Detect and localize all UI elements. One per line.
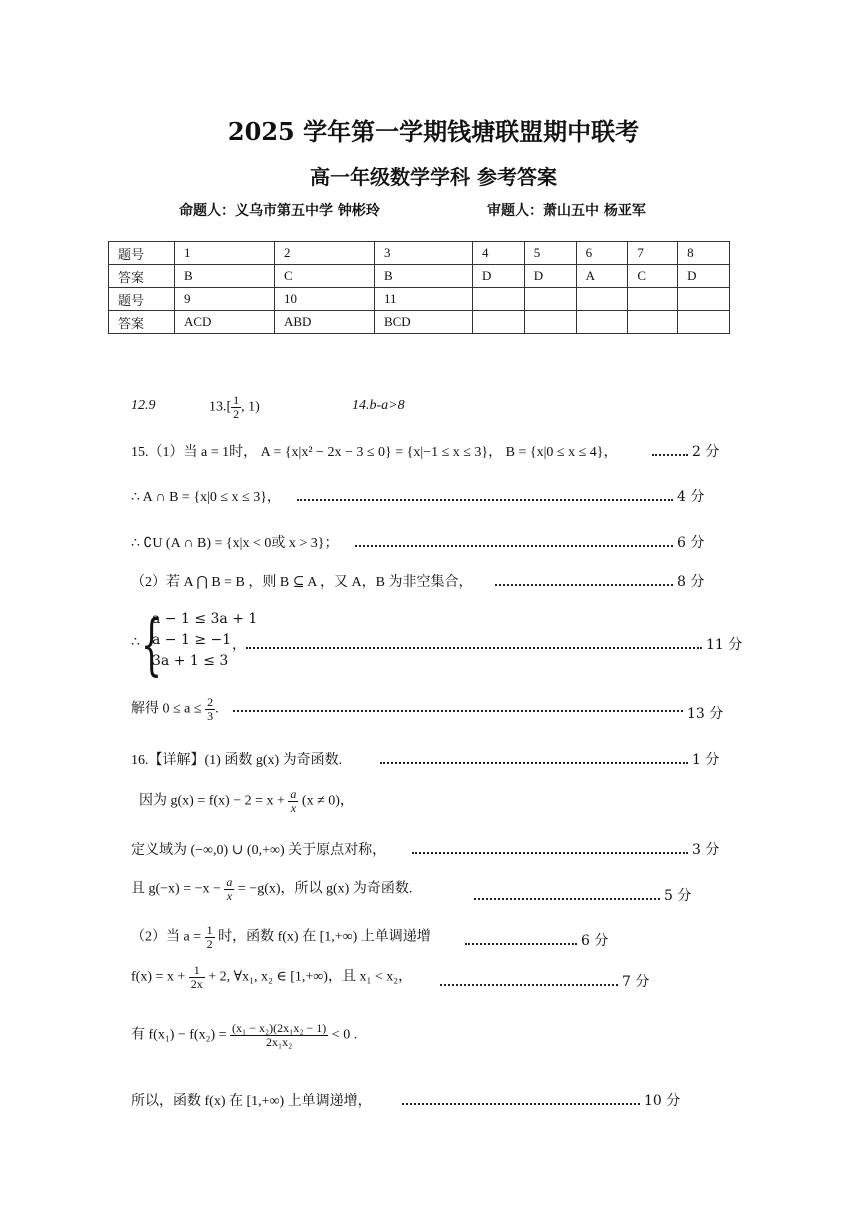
q16-score-4: 5 分	[664, 888, 692, 904]
answer-table-cell: 11	[374, 288, 472, 311]
leader-dots	[465, 943, 577, 945]
q16-line-4-num: a	[226, 875, 233, 889]
answer-table-row	[109, 242, 730, 265]
answer-table-cell: 6	[576, 242, 628, 265]
answer-table-cell: 1	[175, 242, 275, 265]
answer-table-cell: 9	[175, 288, 275, 311]
q15-line-1: 15.（1）当 a = 1时， A = {x|x² − 2x − 3 ≤ 0} = {x|−1 ≤ x ≤ 3}， B = {x|0 ≤ x ≤ 4}，	[131, 445, 618, 460]
q16-line-2-suffix: (x ≠ 0)，	[301, 793, 354, 809]
q16-line-2-num: a	[290, 787, 297, 801]
q13-fraction	[231, 394, 241, 421]
page-subtitle: 高一年级数学学科 参考答案	[310, 165, 557, 189]
answer-table-cell	[628, 311, 678, 334]
leader-dots	[297, 499, 673, 501]
q16-line-5	[131, 924, 431, 951]
q13-suffix: , 1)	[241, 399, 260, 415]
q16-line-5-num: 1	[206, 923, 213, 937]
answer-table-cell: ABD	[274, 311, 374, 334]
q16-line-4-suffix: = −g(x)，所以 g(x) 为奇函数.	[237, 881, 413, 897]
answer-table-header-cell: 题号	[109, 242, 175, 265]
q15-line-3: ∴ ∁U (A ∩ B) = {x|x < 0或 x > 3}；	[131, 536, 339, 551]
system-line-3: 3a + 1 ≤ 3	[152, 653, 229, 669]
answer-table-row	[109, 288, 730, 311]
q13-answer	[209, 394, 260, 421]
system-brace: {	[141, 606, 162, 683]
q16-line-5-den: 2	[206, 937, 213, 951]
answer-table-cell: B	[175, 265, 275, 288]
leader-dots	[233, 710, 683, 712]
q16-line-1: 16.【详解】(1) 函数 g(x) 为奇函数.	[131, 753, 343, 768]
q15-score-1: 2 分	[692, 444, 720, 460]
q16-line-7-num: (x₁ − x₂)(2x₁x₂ − 1)	[232, 1021, 327, 1035]
page-title: 2025 学年第一学期钱塘联盟期中联考	[227, 117, 640, 146]
answer-table-cell	[524, 288, 576, 311]
q16-line-2-den: x	[290, 801, 297, 815]
answer-table-header-cell: 答案	[109, 311, 175, 334]
q15-line-2: ∴ A ∩ B = {x|0 ≤ x ≤ 3}，	[131, 490, 281, 505]
answer-table-cell: ACD	[175, 311, 275, 334]
leader-dots	[474, 898, 660, 900]
answer-table-cell: B	[374, 265, 472, 288]
answer-table-header-cell: 题号	[109, 288, 175, 311]
q16-line-7	[131, 1022, 357, 1049]
answer-table-cell: D	[473, 265, 525, 288]
q16-score-6: 7 分	[622, 974, 650, 990]
answer-table-row	[109, 311, 730, 334]
answer-table-cell: 2	[274, 242, 374, 265]
leader-dots	[652, 454, 688, 456]
q16-line-6-num: 1	[189, 964, 205, 978]
q16-line-5-suffix: 时，函数 f(x) 在 [1,+∞) 上单调递增	[218, 929, 431, 945]
q15-line-6-num: 2	[207, 695, 214, 709]
q15-line-6	[131, 696, 219, 723]
q12-answer: 12.9	[131, 398, 156, 413]
q16-line-6-den: 2x	[190, 977, 203, 991]
answer-table-cell: 4	[473, 242, 525, 265]
q16-line-4-fraction	[224, 876, 234, 903]
answer-table-cell: A	[576, 265, 628, 288]
q16-line-5-fraction	[205, 924, 215, 951]
q15-score-4: 8 分	[677, 574, 705, 590]
q16-line-3: 定义域为 (−∞,0) ∪ (0,+∞) 关于原点对称，	[131, 843, 387, 858]
answer-table-cell	[678, 288, 730, 311]
system-line-1: a − 1 ≤ 3a + 1	[152, 611, 258, 627]
answer-table-cell	[576, 288, 628, 311]
leader-dots	[412, 852, 688, 854]
answer-table-cell	[473, 311, 525, 334]
q15-line-6-den: 3	[207, 709, 214, 723]
q16-score-1: 1 分	[692, 752, 720, 768]
answer-table-cell: C	[274, 265, 374, 288]
q16-line-6-suffix: + 2, ∀x₁, x₂ ∈ [1,+∞)，且 x₁ < x₂，	[208, 969, 413, 985]
leader-dots	[495, 584, 673, 586]
setter-text: 命题人：义乌市第五中学 钟彬玲	[179, 203, 380, 219]
answer-table-cell: D	[678, 265, 730, 288]
q16-line-8: 所以，函数 f(x) 在 [1,+∞) 上单调递增，	[131, 1094, 372, 1109]
q16-line-6-prefix: f(x) = x +	[131, 969, 186, 985]
answer-table-cell	[576, 311, 628, 334]
answer-table-cell: 5	[524, 242, 576, 265]
q16-line-4-prefix: 且 g(−x) = −x −	[131, 881, 221, 897]
leader-dots	[246, 647, 702, 649]
q15-line-6-suffix: .	[215, 701, 219, 717]
q13-den: 2	[233, 407, 240, 421]
answer-table	[108, 241, 730, 334]
q15-score-5: 11 分	[706, 637, 743, 653]
q16-line-7-fraction	[230, 1022, 328, 1049]
q13-num: 1	[233, 393, 240, 407]
q15-line-6-prefix: 解得 0 ≤ a ≤	[131, 701, 202, 717]
q16-score-8: 10 分	[644, 1093, 681, 1109]
answer-table-cell: 10	[274, 288, 374, 311]
leader-dots	[440, 984, 618, 986]
q16-line-6-fraction	[189, 964, 205, 991]
answer-table-cell: C	[628, 265, 678, 288]
answer-table-cell: 8	[678, 242, 730, 265]
q15-line-4: （2）若 A ⋂ B = B ，则 B ⊆ A ，又 A，B 为非空集合，	[131, 575, 473, 590]
q16-line-6	[131, 964, 412, 991]
q16-line-2-prefix: 因为 g(x) = f(x) − 2 = x +	[139, 793, 285, 809]
q15-system-comma: ，	[232, 638, 246, 653]
q15-therefore: ∴	[131, 635, 140, 650]
q16-score-5: 6 分	[581, 933, 609, 949]
q16-score-3: 3 分	[692, 842, 720, 858]
q14-answer: 14.b-a>8	[352, 398, 405, 413]
leader-dots	[355, 545, 673, 547]
answer-table-cell	[678, 311, 730, 334]
q16-line-7-den: 2x₁x₂	[265, 1035, 293, 1049]
q16-line-4	[131, 876, 412, 903]
q16-line-5-prefix: （2）当 a =	[131, 929, 202, 945]
leader-dots	[402, 1103, 640, 1105]
answer-table-cell: BCD	[374, 311, 472, 334]
answer-table-cell: 7	[628, 242, 678, 265]
q16-line-2-fraction	[288, 788, 298, 815]
q16-line-7-prefix: 有 f(x₁) − f(x₂) =	[131, 1027, 227, 1043]
answer-table-cell: 3	[374, 242, 472, 265]
q15-score-6: 13 分	[687, 706, 724, 722]
answer-table-header-cell: 答案	[109, 265, 175, 288]
answer-table-cell	[628, 288, 678, 311]
answer-table-cell	[473, 288, 525, 311]
reviewer-text: 审题人：萧山五中 杨亚军	[487, 203, 646, 219]
q16-line-4-den: x	[226, 889, 233, 903]
q15-score-3: 6 分	[677, 535, 705, 551]
q16-line-2	[139, 788, 354, 815]
leader-dots	[380, 762, 688, 764]
q13-prefix: 13.[	[209, 399, 232, 415]
q15-score-2: 4 分	[677, 489, 705, 505]
answer-table-row	[109, 265, 730, 288]
system-line-2: a − 1 ≥ −1	[152, 632, 232, 648]
q16-line-7-suffix: < 0 .	[331, 1027, 358, 1043]
answer-table-cell: D	[524, 265, 576, 288]
q15-line-6-fraction	[205, 696, 215, 723]
answer-table-cell	[524, 311, 576, 334]
